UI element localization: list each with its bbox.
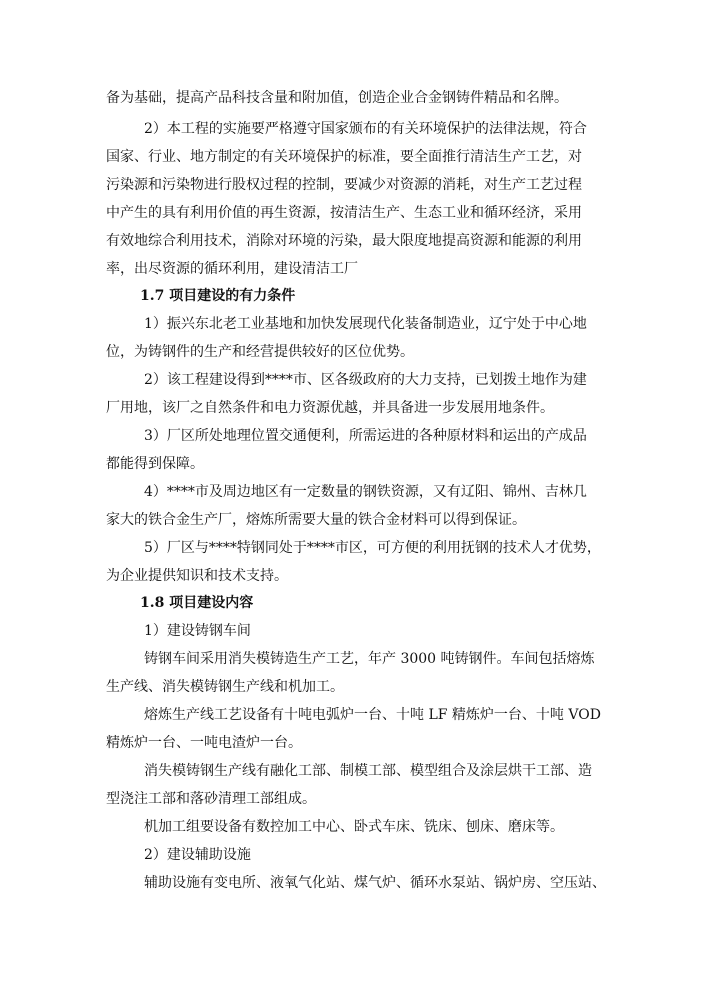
paragraph-line: 污染源和污染物进行股权过程的控制，要减少对资源的消耗，对生产工艺过程: [106, 177, 582, 193]
paragraph-line: 有效地综合利用技术，消除对环境的污染，最大限度地提高资源和能源的利用: [106, 233, 582, 249]
paragraph-line: 型浇注工部和落砂清理工部组成。: [106, 791, 316, 807]
paragraph-line: 中产生的具有利用价值的再生资源，按清洁生产、生态工业和循环经济，采用: [106, 205, 582, 221]
paragraph-line: 4）****市及周边地区有一定数量的钢铁资源，又有辽阳、锦州、吉林几: [144, 484, 587, 500]
paragraph-line: 生产线、消失模铸钢生产线和机加工。: [106, 679, 344, 695]
paragraph-line: 为企业提供知识和技术支持。: [106, 568, 288, 584]
section-heading-1-7: 1.7 项目建设的有力条件: [140, 288, 296, 304]
paragraph-line: 3）厂区所处地理位置交通便利，所需运进的各种原材料和运出的产成品: [144, 428, 587, 444]
paragraph-line: 国家、行业、地方制定的有关环境保护的标准，要全面推行清洁生产工艺，对: [106, 149, 582, 165]
paragraph-line: 2）建设辅助设施: [144, 847, 251, 863]
paragraph-line: 消失模铸钢生产线有融化工部、制模工部、模型组合及涂层烘干工部、造: [144, 763, 592, 779]
paragraph-line: 位，为铸钢件的生产和经营提供较好的区位优势。: [106, 344, 414, 360]
paragraph-line: 5）厂区与****特钢同处于****市区，可方便的利用抚钢的技术人才优势，: [144, 540, 601, 556]
paragraph-line: 1）振兴东北老工业基地和加快发展现代化装备制造业，辽宁处于中心地: [144, 316, 587, 332]
paragraph-line: 铸钢车间采用消失模铸造生产工艺，年产 3000 吨铸钢件。车间包括熔炼: [144, 651, 595, 667]
paragraph-line: 备为基础，提高产品科技含量和附加值，创造企业合金钢铸件精品和名牌。: [106, 90, 568, 106]
paragraph-line: 辅助设施有变电所、液氧气化站、煤气炉、循环水泵站、锅炉房、空压站、: [144, 875, 606, 891]
section-heading-1-8: 1.8 项目建设内容: [140, 595, 254, 611]
paragraph-line: 精炼炉一台、一吨电渣炉一台。: [106, 735, 302, 751]
paragraph-line: 都能得到保障。: [106, 456, 204, 472]
paragraph-line: 机加工组要设备有数控加工中心、卧式车床、铣床、刨床、磨床等。: [144, 819, 564, 835]
paragraph-line: 1）建设铸钢车间: [144, 623, 251, 639]
paragraph-line: 厂用地，该厂之自然条件和电力资源优越，并具备进一步发展用地条件。: [106, 400, 554, 416]
paragraph-line: 家大的铁合金生产厂，熔炼所需要大量的铁合金材料可以得到保证。: [106, 512, 526, 528]
paragraph-line: 率，出尽资源的循环利用，建设清洁工厂: [106, 261, 358, 277]
paragraph-line: 2）该工程建设得到****市、区各级政府的大力支持，已划拨土地作为建: [144, 372, 587, 388]
paragraph-line: 熔炼生产线工艺设备有十吨电弧炉一台、十吨 LF 精炼炉一台、十吨 VOD: [144, 707, 601, 723]
paragraph-line: 2）本工程的实施要严格遵守国家颁布的有关环境保护的法律法规，符合: [144, 121, 587, 137]
